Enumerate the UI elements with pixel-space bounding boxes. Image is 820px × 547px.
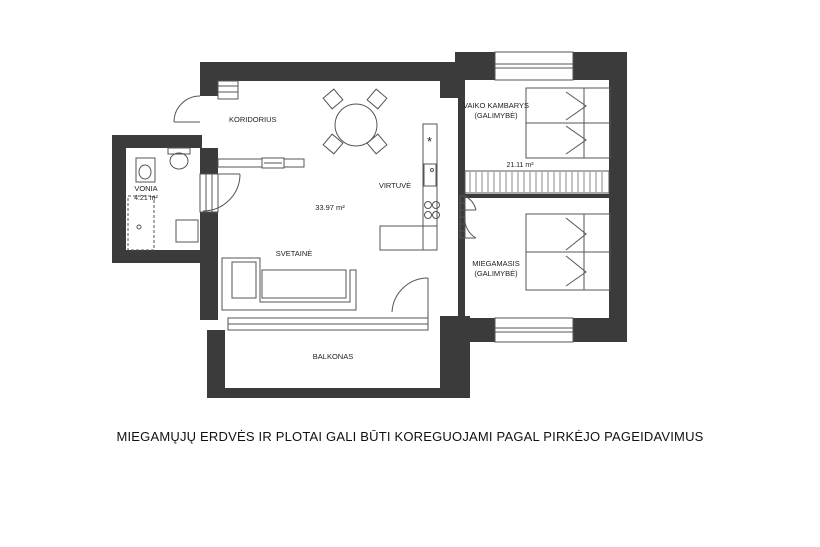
label-bathroom: VONIA <box>134 184 158 193</box>
sofa-cushion <box>232 262 256 298</box>
sofa <box>222 258 356 310</box>
asterisk-icon: * <box>427 134 433 149</box>
plan-caption: MIEGAMŲJŲ ERDVĖS IR PLOTAI GALI BŪTI KOREGUOJAMI PAGAL PIRKĖJO PAGEIDAVIMUS <box>116 429 704 444</box>
wall-balcony-right <box>440 316 470 398</box>
label-balcony: BALKONAS <box>312 352 354 361</box>
washing-machine <box>176 220 198 242</box>
label-kids-room: VAIKO KAMBARYS <box>463 101 529 110</box>
label-kids-room-note: (GALIMYBĖ) <box>474 111 518 120</box>
label-living: SVETAINĖ <box>275 249 313 258</box>
wall-bath-left <box>112 135 126 263</box>
chair-4 <box>367 134 387 154</box>
walls <box>112 52 627 398</box>
window-kids-room <box>495 52 573 80</box>
kitchen-island <box>380 226 437 250</box>
kitchen-sink <box>424 164 436 186</box>
wall-top-main <box>200 62 458 81</box>
corridor-shelf <box>218 159 304 167</box>
window-living-left <box>200 174 218 212</box>
shower-drain <box>137 225 141 229</box>
toilet-bowl <box>170 153 188 169</box>
hob-burner-1 <box>425 202 432 209</box>
chair-3 <box>323 134 343 154</box>
wall-left-upper <box>200 62 218 96</box>
label-bedroom-note: (GALIMYBĖ) <box>474 269 518 278</box>
wall-bedrooms-divider <box>465 194 609 198</box>
wall-bath-bottom <box>112 250 202 263</box>
label-corridor: KORIDORIUS <box>229 115 277 124</box>
bedroom-door-swing-top <box>465 196 476 210</box>
wall-notch <box>440 80 460 98</box>
sofa-seat <box>262 270 346 298</box>
wall-balcony-left <box>207 330 225 398</box>
label-bedrooms-area: 21.11 m² <box>506 162 534 169</box>
label-bathroom-area: 4.21 m² <box>134 195 158 202</box>
entrance-door-swing <box>174 96 200 122</box>
wall-right <box>609 52 627 340</box>
window-corridor <box>218 81 238 99</box>
wall-left-lower <box>200 212 218 320</box>
label-main-area: 33.97 m² <box>315 203 345 212</box>
shower-area <box>128 196 154 250</box>
wall-left-mid <box>200 148 218 174</box>
wall-balcony-bottom <box>207 388 470 398</box>
label-bedroom: MIEGAMASIS <box>472 259 520 268</box>
label-kitchen: VIRTUVĖ <box>378 181 412 190</box>
window-bedroom <box>495 318 573 342</box>
balcony-door-swing <box>392 278 428 312</box>
chair-1 <box>323 89 343 109</box>
chair-2 <box>367 89 387 109</box>
wardrobe <box>465 171 609 193</box>
bedroom-door-swing-bottom <box>465 216 476 238</box>
